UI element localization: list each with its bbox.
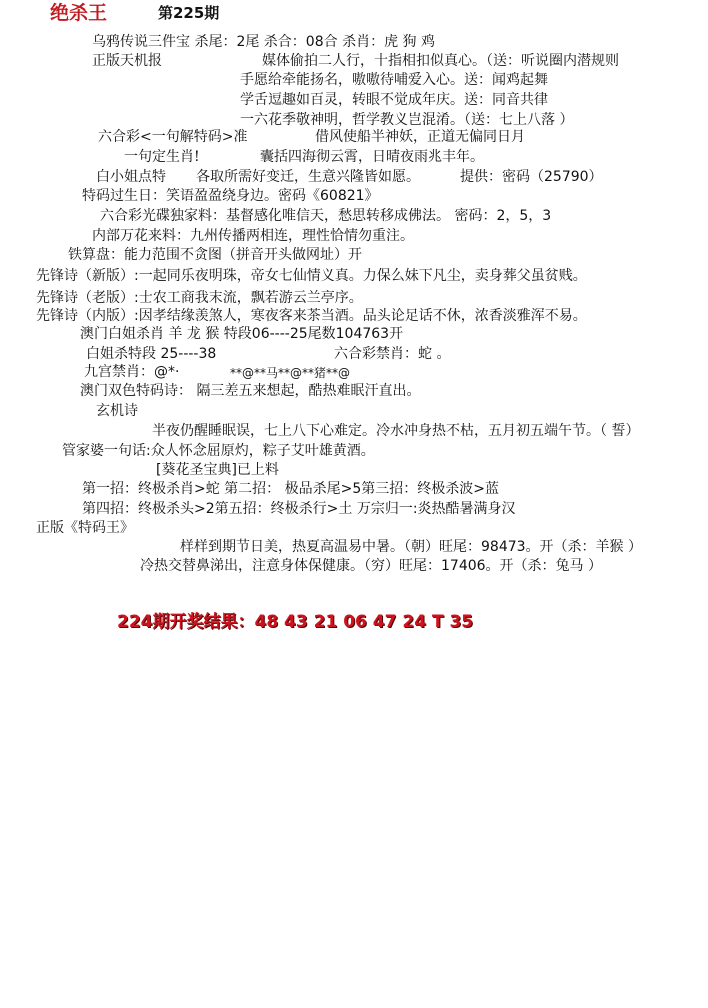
line-moves-2: 第四招：终极杀头>2第五招：终极杀行>土 万宗归一:炎热酷暑满身汉 [82, 501, 516, 517]
lottery-result: 224期开奖结果：48 43 21 06 47 24 T 35 [117, 612, 474, 632]
line-housekeeper: 管家婆一句话:众人怀念屈原灼，粽子艾叶雄黄酒。 [62, 443, 375, 459]
line-zodiac-label: 一句定生肖! [124, 149, 200, 165]
issue-number: 第225期 [158, 4, 220, 22]
line-abacus: 铁算盘：能力范围不贪图（拼音开头做网址）开 [68, 247, 362, 263]
line-white-lady-range: 白姐杀特段 25----38 [86, 346, 217, 362]
line-tianji-3: 学舌逗趣如百灵，转眼不觉成年庆。送：同音共律 [240, 92, 548, 108]
line-white-lady-label: 白小姐点特 [96, 169, 166, 185]
line-special-king: 正版《特码王》 [36, 520, 134, 536]
line-moves-1: 第一招：终极杀肖>蛇 第二招： 极品杀尾>5第三招：终极杀波>蓝 [82, 481, 499, 497]
line-white-lady-code: 提供：密码（25790） [460, 169, 603, 185]
line-tianji-4: 一六花季敬神明，哲学教义岂混淆。（送：七上八落 ） [240, 112, 574, 128]
line-macau-poem: 澳门双色特码诗： 隔三差五来想起，酷热难眠汗直出。 [80, 383, 421, 399]
line-cd-exclusive: 六合彩光碟独家料：基督感化唯信天，愁思转移成佛法。 密码：2，5，3 [100, 208, 552, 224]
line-one-sentence-label: 六合彩<一句解特码>准 [98, 129, 248, 145]
line-tianji-label: 正版天机报 [92, 53, 162, 69]
line-nine-palace-label: 九宫禁肖：@*· [84, 364, 180, 380]
line-inside-flowers: 内部万花来料：九州传播两相连，理性恰情勿重注。 [92, 228, 414, 244]
line-birthday: 特码过生日：笑语盈盈绕身边。密码《60821》 [82, 188, 379, 204]
line-crow-legend: 乌鸦传说三件宝 杀尾：2尾 杀合：08合 杀肖：虎 狗 鸡 [92, 34, 435, 50]
line-one-sentence-2: 囊括四海彻云霄，日晴夜雨兆丰年。 [260, 149, 484, 165]
line-poem-inner: 先锋诗（内版）:因孝结缘羡煞人，寒夜客来茶当酒。品头论足话不休，浓香淡雅浑不易。 [36, 308, 587, 324]
line-mystery-poem-label: 玄机诗 [96, 403, 138, 419]
line-white-lady-text: 各取所需好变迁，生意兴隆皆如愿。 [196, 169, 420, 185]
line-mystery-poem: 半夜仍醒睡眠误，七上八下心难定。冷水冲身热不枯，五月初五端午节。（ 誓） [152, 423, 640, 439]
line-special-king-2: 冷热交替鼻涕出，注意身体保健康。（穷）旺尾：17406。开（杀：兔马 ） [140, 558, 602, 574]
line-poem-new: 先锋诗（新版）:一起同乐夜明珠，帝女七仙情义真。力保么妹下凡尘，卖身葬父虽贫贱。 [36, 268, 587, 284]
document-title: 绝杀王 [50, 2, 108, 24]
line-macau-kill: 澳门白姐杀肖 羊 龙 猴 特段06----25尾数104763开 [80, 326, 404, 342]
line-tianji-1: 媒体偷拍二人行，十指相扣似真心。（送：听说圈内潜规则 [262, 53, 619, 69]
line-one-sentence-1: 借风使船半神妖，正道无偏同日月 [315, 129, 525, 145]
line-sunflower-header: [葵花圣宝典]已上料 [156, 462, 279, 478]
line-forbidden-zodiac: 六合彩禁肖：蛇 。 [334, 346, 451, 362]
line-nine-palace-values: **@**马**@**猪**@ [230, 366, 351, 380]
line-tianji-2: 手愿给牵能扬名，嗷嗷待哺爱入心。送：闻鸡起舞 [240, 72, 548, 88]
line-poem-old: 先锋诗（老版）:士农工商我末流，飘若游云兰亭序。 [36, 290, 363, 306]
line-special-king-1: 样样到期节日美，热夏高温易中暑。（朝）旺尾：98473。开（杀：羊猴 ） [180, 539, 642, 555]
